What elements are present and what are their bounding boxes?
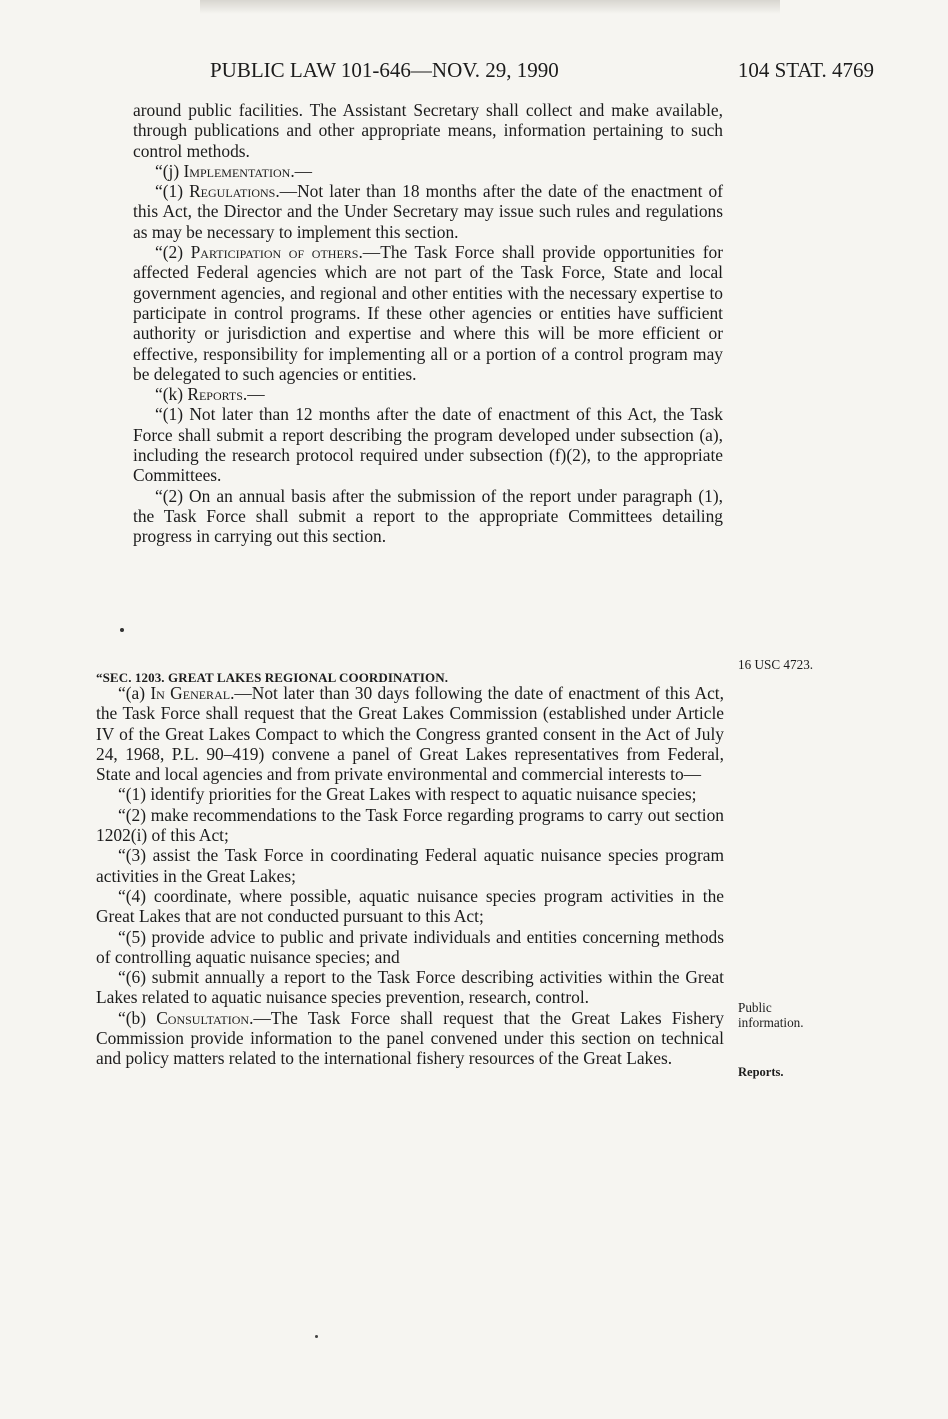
subsection-j-dash: .—	[290, 160, 313, 181]
subsection-a	[96, 683, 724, 784]
subsection-j-title: Implementation	[183, 160, 291, 181]
subsection-b-title: Consultation	[156, 1007, 250, 1028]
subsection-a-text: .—Not later than 30 days following the date of enactment of this Act, the Task Force shall request that the Great Lakes Commission (established under Article IV of the Great Lakes Compact to which the Congress granted consent in the Act of July 24, 1968, P.L. 90–419) convene a panel of Great Lakes representatives from Federal, State and local agencies and from private environmental and commercial interests to—	[96, 683, 724, 785]
paragraph-j2	[133, 242, 723, 384]
margin-note-public-information	[738, 1000, 804, 1030]
subsection-k-dash: .—	[242, 384, 265, 405]
list-item-2: “(2) make recommendations to the Task Force regarding programs to carry out section 1202(i) of this Act;	[96, 804, 724, 846]
subsection-b	[96, 1008, 724, 1069]
subsection-b-label: “(b)	[118, 1007, 157, 1028]
continuation-paragraph: around public facilities. The Assistant Secretary shall collect and make available, through publications and other appropriate means, information pertaining to such control methods.	[133, 100, 723, 161]
margin-note-reports: Reports.	[738, 1065, 784, 1079]
paragraph-j2-title: Participation of others	[190, 242, 359, 263]
paragraph-k1: “(1) Not later than 12 months after the date of enactment of this Act, the Task Force shall submit a report describing the program developed under subsection (a), including the research protocol required under subsection (f)(2), to the appropriate Committees.	[133, 404, 723, 486]
list-item-1: “(1) identify priorities for the Great Lakes with respect to aquatic nuisance species;	[118, 784, 697, 805]
subsection-b-text: .—The Task Force shall request that the Great Lakes Fishery Commission provide information to the panel convened under this section on technical and policy matters related to the international fishery resources of the Great Lakes.	[96, 1007, 724, 1069]
list-item-3: “(3) assist the Task Force in coordinating Federal aquatic nuisance species program activities in the Great Lakes;	[96, 845, 724, 886]
header-stat: 104 STAT. 4769	[737, 58, 874, 82]
list-item-5: “(5) provide advice to public and private individuals and entities concerning methods of controlling aquatic nuisance species; and	[96, 926, 724, 967]
subsection-a-label: “(a)	[118, 683, 151, 703]
paragraph-j1-text: .—Not later than 18 months after the date of the enactment of this Act, the Director and the Under Secretary may issue such rules and regulations as may be necessary to implement this section.	[133, 181, 723, 242]
subsection-k-title: Reports	[187, 384, 243, 405]
section-1203-body	[96, 683, 724, 1069]
subsection-a-title: In General	[150, 683, 231, 703]
margin-note-public: Public	[738, 1000, 772, 1015]
subsection-j-label: “(j)	[155, 160, 184, 181]
paragraph-j2-text: .—The Task Force shall provide opportunities for affected Federal agencies which are not part of the Task Force, State and local government agencies, and regional and other entities with the necessary expertise to participate in control programs. If these other agencies or entities have sufficient authority or jurisdiction and expertise and where this will be more efficient or effective, responsibility for implementing all or a portion of a control program may be delegated to such agencies or entities.	[133, 242, 723, 384]
header-title: PUBLIC LAW 101-646—NOV. 29, 1990	[210, 58, 559, 82]
margin-note-information: information.	[738, 1015, 804, 1030]
list-item-4: “(4) coordinate, where possible, aquatic nuisance species program activities in the Great Lakes that are not conducted pursuant to this Act;	[96, 885, 724, 927]
paragraph-k2: “(2) On an annual basis after the submission of the report under paragraph (1), the Task Force shall submit a report to the appropriate Committees detailing progress in carrying out this section.	[133, 485, 723, 547]
top-text-block	[133, 100, 723, 547]
list-item-6: “(6) submit annually a report to the Task Force describing activities within the Great Lakes related to aquatic nuisance species prevention, research, control.	[96, 967, 724, 1008]
paragraph-j1-title: Regulations	[189, 181, 276, 202]
paragraph-j2-label: “(2)	[155, 242, 191, 263]
subsection-j-heading	[133, 161, 723, 181]
scan-speck-bottom	[315, 1335, 318, 1338]
scan-edge-shadow	[200, 0, 780, 14]
paragraph-j1-label: “(1)	[155, 181, 190, 202]
scan-speck	[120, 628, 124, 632]
subsection-k-label: “(k)	[155, 384, 188, 405]
section-1203-heading: “SEC. 1203. GREAT LAKES REGIONAL COORDINATION.	[96, 670, 449, 685]
paragraph-j1	[133, 181, 723, 242]
margin-note-usc: 16 USC 4723.	[738, 657, 814, 672]
page-header	[210, 58, 874, 86]
subsection-k-heading	[133, 384, 723, 404]
